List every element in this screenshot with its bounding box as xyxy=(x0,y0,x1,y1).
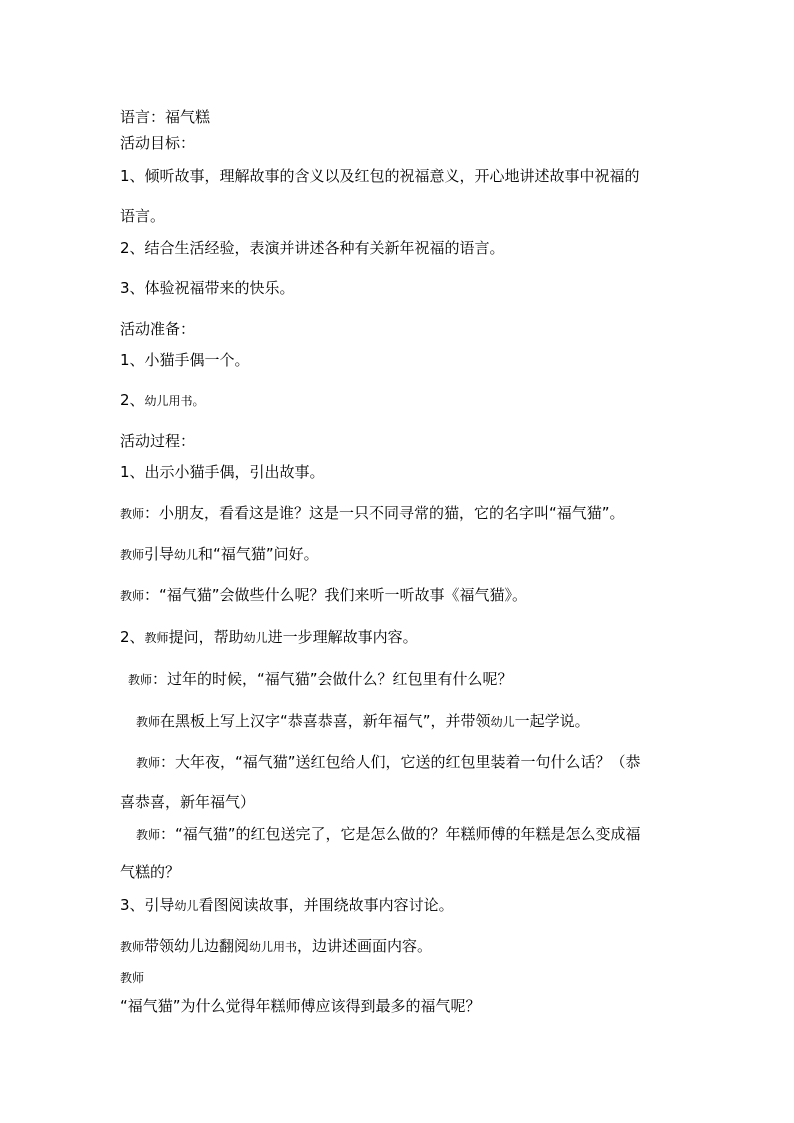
teacher-role-label: 教师 xyxy=(136,715,161,729)
question-3-line-1 xyxy=(136,752,641,773)
step-2-text: 进一步理解故事内容。 xyxy=(267,628,418,646)
teacher-role-label: 教师 xyxy=(120,507,145,521)
child-label: 幼儿 xyxy=(243,631,268,645)
doc-title: 语言：福气糕 xyxy=(120,108,211,126)
prep-2 xyxy=(120,390,205,411)
prep-2-text: 幼儿用书。 xyxy=(144,394,205,408)
teacher-line-text: 引导 xyxy=(144,545,175,563)
teacher-role-label: 教师 xyxy=(120,589,145,603)
detail-text: ，边讲述画面内容。 xyxy=(297,937,433,955)
question-text: ：过年的时候，“福气猫”会做什么？红包里有什么呢？ xyxy=(152,670,513,688)
teacher-role-label: 教师 xyxy=(136,756,161,770)
child-label: 幼儿 xyxy=(490,715,515,729)
final-question: “福气猫”为什么觉得年糕师傅应该得到最多的福气呢？ xyxy=(120,997,481,1015)
child-label: 幼儿 xyxy=(174,899,199,913)
goal-2: 2、结合生活经验，表演并讲述各种有关新年祝福的语言。 xyxy=(120,239,505,257)
step-2 xyxy=(120,627,418,648)
question-4-line-2: 气糕的？ xyxy=(120,863,181,881)
teacher-role-label: 教师 xyxy=(136,828,161,842)
step-1: 1、出示小猫手偶，引出故事。 xyxy=(120,463,325,481)
step-3-detail xyxy=(120,936,432,957)
detail-text: 带领幼儿边翻阅 xyxy=(144,937,250,955)
question-2 xyxy=(136,711,590,732)
teacher-line-text: ：小朋友，看看这是谁？这是一只不同寻常的猫，它的名字叫“福气猫”。 xyxy=(144,504,625,522)
question-text: 在黑板上写上汉字“恭喜恭喜，新年福气”，并带领 xyxy=(160,712,491,730)
teacher-line-2 xyxy=(120,544,319,565)
goal-3: 3、体验祝福带来的快乐。 xyxy=(120,279,295,297)
teacher-role-label: 教师 xyxy=(120,548,145,562)
teacher-line-text: 和“福气猫”问好。 xyxy=(198,545,319,563)
child-label: 幼儿 xyxy=(174,548,199,562)
question-text: ：“福气猫”的红包送完了，它是怎么做的？年糕师傅的年糕是怎么变成福 xyxy=(160,825,641,843)
question-1 xyxy=(128,669,513,690)
step-2-number: 2、 xyxy=(120,628,145,646)
prep-1: 1、小猫手偶一个。 xyxy=(120,351,250,369)
question-text: 一起学说。 xyxy=(514,712,590,730)
question-3-line-2: 喜恭喜，新年福气） xyxy=(120,793,256,811)
teacher-role-label: 教师 xyxy=(120,940,145,954)
prep-2-number: 2、 xyxy=(120,391,145,409)
question-text: ：大年夜，“福气猫”送红包给人们，它送的红包里装着一句什么话？（恭 xyxy=(160,753,641,771)
teacher-line-3 xyxy=(120,585,527,606)
teacher-line-text: ：“福气猫”会做些什么呢？我们来听一听故事《福气猫》。 xyxy=(144,586,528,604)
teacher-role-label: 教师 xyxy=(128,673,153,687)
goal-1-line-1: 1、倾听故事，理解故事的含义以及红包的祝福意义，开心地讲述故事中祝福的 xyxy=(120,167,640,185)
book-label: 幼儿用书 xyxy=(249,940,298,954)
process-heading: 活动过程： xyxy=(120,432,196,450)
question-4-line-1 xyxy=(136,824,641,845)
step-2-text: 提问，帮助 xyxy=(168,628,244,646)
goals-heading: 活动目标： xyxy=(120,134,196,152)
step-3-text: 看图阅读故事，并围绕故事内容讨论。 xyxy=(198,896,454,914)
teacher-line-1 xyxy=(120,503,625,524)
step-3 xyxy=(120,895,454,916)
teacher-role-label: 教师 xyxy=(144,631,169,645)
prep-heading: 活动准备： xyxy=(120,320,196,338)
teacher-role-label: 教师 xyxy=(120,971,145,985)
goal-1-line-2: 语言。 xyxy=(120,207,166,225)
step-3-text: 3、引导 xyxy=(120,896,175,914)
